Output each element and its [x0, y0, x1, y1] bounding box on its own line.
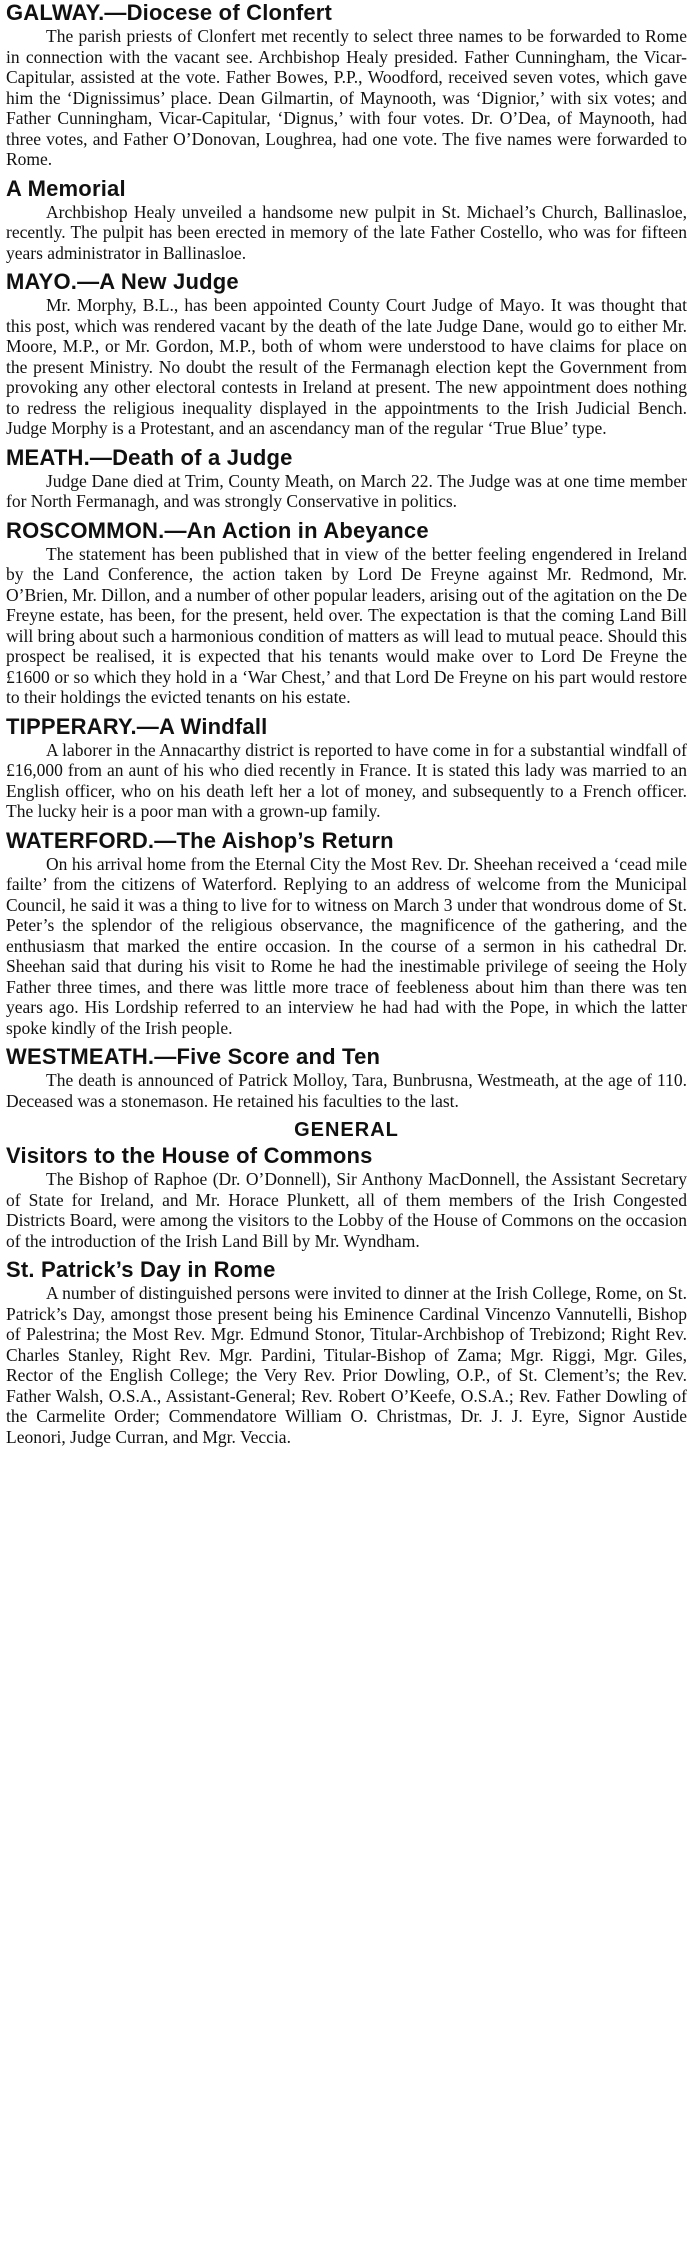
- article-body: The parish priests of Clonfert met recently to select three names to be forwarded to Rome in connection with the vacant see. Archbishop Healy presided. Father Cunningham, the Vicar-Capitular, assisted at the vote. Father Bowes, P.P., Woodford, received seven votes, which gave him the ‘Dignissimus’ place. Dean Gilmartin, of Maynooth, was ‘Dignior,’ with six votes; and Father Cunningham, Vicar-Capitular, ‘Dignus,’ with four votes. Dr. O’Dea, of Maynooth, had three votes, and Father O’Donovan, Loughrea, had one vote. The five names were forwarded to Rome.: [6, 26, 687, 169]
- article-headline: Visitors to the House of Commons: [6, 1143, 373, 1168]
- article-body: On his arrival home from the Eternal City the Most Rev. Dr. Sheehan received a ‘cead mile failte’ from the citizens of Waterford. Replying to an address of welcome from the Municipal Council, he said it was a thing to live for to witness on March 3 under that wondrous dome of St. Peter’s the splendor of the religious observance, the magnificence of the gathering, and the enthusiasm that marked the entire occasion. In the course of a sermon in his cathedral Dr. Sheehan said that during his visit to Rome he had the inestimable privilege of seeing the Holy Father three times, and there was little more trace of feebleness about him than there was ten years ago. His Lordship referred to an interview he had had with the Pope, in which the latter spoke kindly of the Irish people.: [6, 853, 687, 1038]
- article-headline: MEATH.—Death of a Judge: [6, 444, 293, 470]
- article-body: The Bishop of Raphoe (Dr. O’Donnell), Sir Anthony MacDonnell, the Assistant Secretary of State for Ireland, and Mr. Horace Plunkett, all of them members of the Irish Congested Districts Board, were among the visitors to the Lobby of the House of Commons on the occasion of the introduction of the Irish Land Bill by Mr. Wyndham.: [6, 1169, 687, 1251]
- article-headline: St. Patrick’s Day in Rome: [6, 1257, 276, 1282]
- article-mayo: [6, 269, 687, 439]
- article-waterford: [6, 828, 687, 1039]
- article-body: Mr. Morphy, B.L., has been appointed County Court Judge of Mayo. It was thought that this post, which was rendered vacant by the death of the late Judge Dane, would go to either Mr. Moore, M.P., or Mr. Gordon, M.P., both of whom were understood to have claims for place on the present Ministry. No doubt the result of the Fermanagh election kept the Government from provoking any other electoral contests in Ireland at present. The new appointment does nothing to redress the religious inequality displayed in the appointments to the Irish Judicial Bench. Judge Morphy is a Protestant, and an ascendancy man of the regular ‘True Blue’ type.: [6, 295, 687, 438]
- article-headline: ROSCOMMON.—An Action in Abeyance: [6, 517, 429, 543]
- article-st-patricks-day: [6, 1257, 687, 1447]
- article-westmeath: [6, 1044, 687, 1111]
- article-galway: [6, 0, 687, 170]
- article-headline: A Memorial: [6, 175, 126, 201]
- article-memorial: [6, 176, 687, 264]
- article-headline: WESTMEATH.—Five Score and Ten: [6, 1044, 381, 1069]
- article-visitors: [6, 1143, 687, 1251]
- article-body: Archbishop Healy unveiled a handsome new pulpit in St. Michael’s Church, Ballinasloe, recently. The pulpit has been erected in memory of the late Father Costello, who was for fifteen years administrator in Ballinasloe.: [6, 201, 687, 263]
- article-headline: WATERFORD.—The Aishop’s Return: [6, 827, 394, 853]
- article-meath: [6, 445, 687, 512]
- article-body: The death is announced of Patrick Molloy, Tara, Bunbrusna, Westmeath, at the age of 110. Deceased was a stonemason. He retained his faculties to the last.: [6, 1070, 687, 1111]
- article-headline: MAYO.—A New Judge: [6, 269, 239, 294]
- article-headline: GALWAY.—Diocese of Clonfert: [6, 0, 333, 25]
- section-heading-general: GENERAL: [294, 1119, 399, 1141]
- article-body: Judge Dane died at Trim, County Meath, on March 22. The Judge was at one time member for North Fermanagh, and was strongly Conservative in politics.: [6, 470, 687, 511]
- article-headline: TIPPERARY.—A Windfall: [6, 713, 268, 739]
- article-body: The statement has been published that in view of the better feeling engendered in Ireland by the Land Conference, the action taken by Lord De Freyne against Mr. Redmond, Mr. O’Brien, Mr. Dillon, and a number of other popular leaders, arising out of the agitation on the De Freyne estate, has been, for the present, held over. The expectation is that the coming Land Bill will bring about such a harmonious condition of matters as will lead to mutual peace. Should this prospect be realised, it is expected that his tenants would make over to Lord De Freyne the £1600 or so which they hold in a ‘War Chest,’ and that Lord De Freyne on his part would restore to their holdings the evicted tenants on his estate.: [6, 543, 687, 707]
- article-body: A number of distinguished persons were invited to dinner at the Irish College, Rome, on St. Patrick’s Day, amongst those present being his Eminence Cardinal Vincenzo Vannutelli, Bishop of Palestrina; the Most Rev. Mgr. Edmund Stonor, Titular-Archbishop of Trebizond; Right Rev. Charles Stanley, Right Rev. Mgr. Pardini, Titular-Bishop of Zama; Mgr. Riggi, Mgr. Giles, Rector of the English College; the Very Rev. Prior Dowling, O.P., of St. Clement’s; the Rev. Father Walsh, O.S.A., Assistant-General; Rev. Robert O’Keefe, O.S.A.; Rev. Father Dowling of the Carmelite Order; Commendatore William O. Christmas, Dr. J. J. Eyre, Signor Austide Leonori, Judge Curran, and Mgr. Veccia.: [6, 1283, 687, 1447]
- article-roscommon: [6, 518, 687, 708]
- article-body: A laborer in the Annacarthy district is reported to have come in for a substantial windfall of £16,000 from an aunt of his who died recently in France. It is stated this lady was married to an English officer, who on his death left her a lot of money, and subsequently to a French officer. The lucky heir is a poor man with a grown-up family.: [6, 739, 687, 821]
- article-tipperary: [6, 714, 687, 822]
